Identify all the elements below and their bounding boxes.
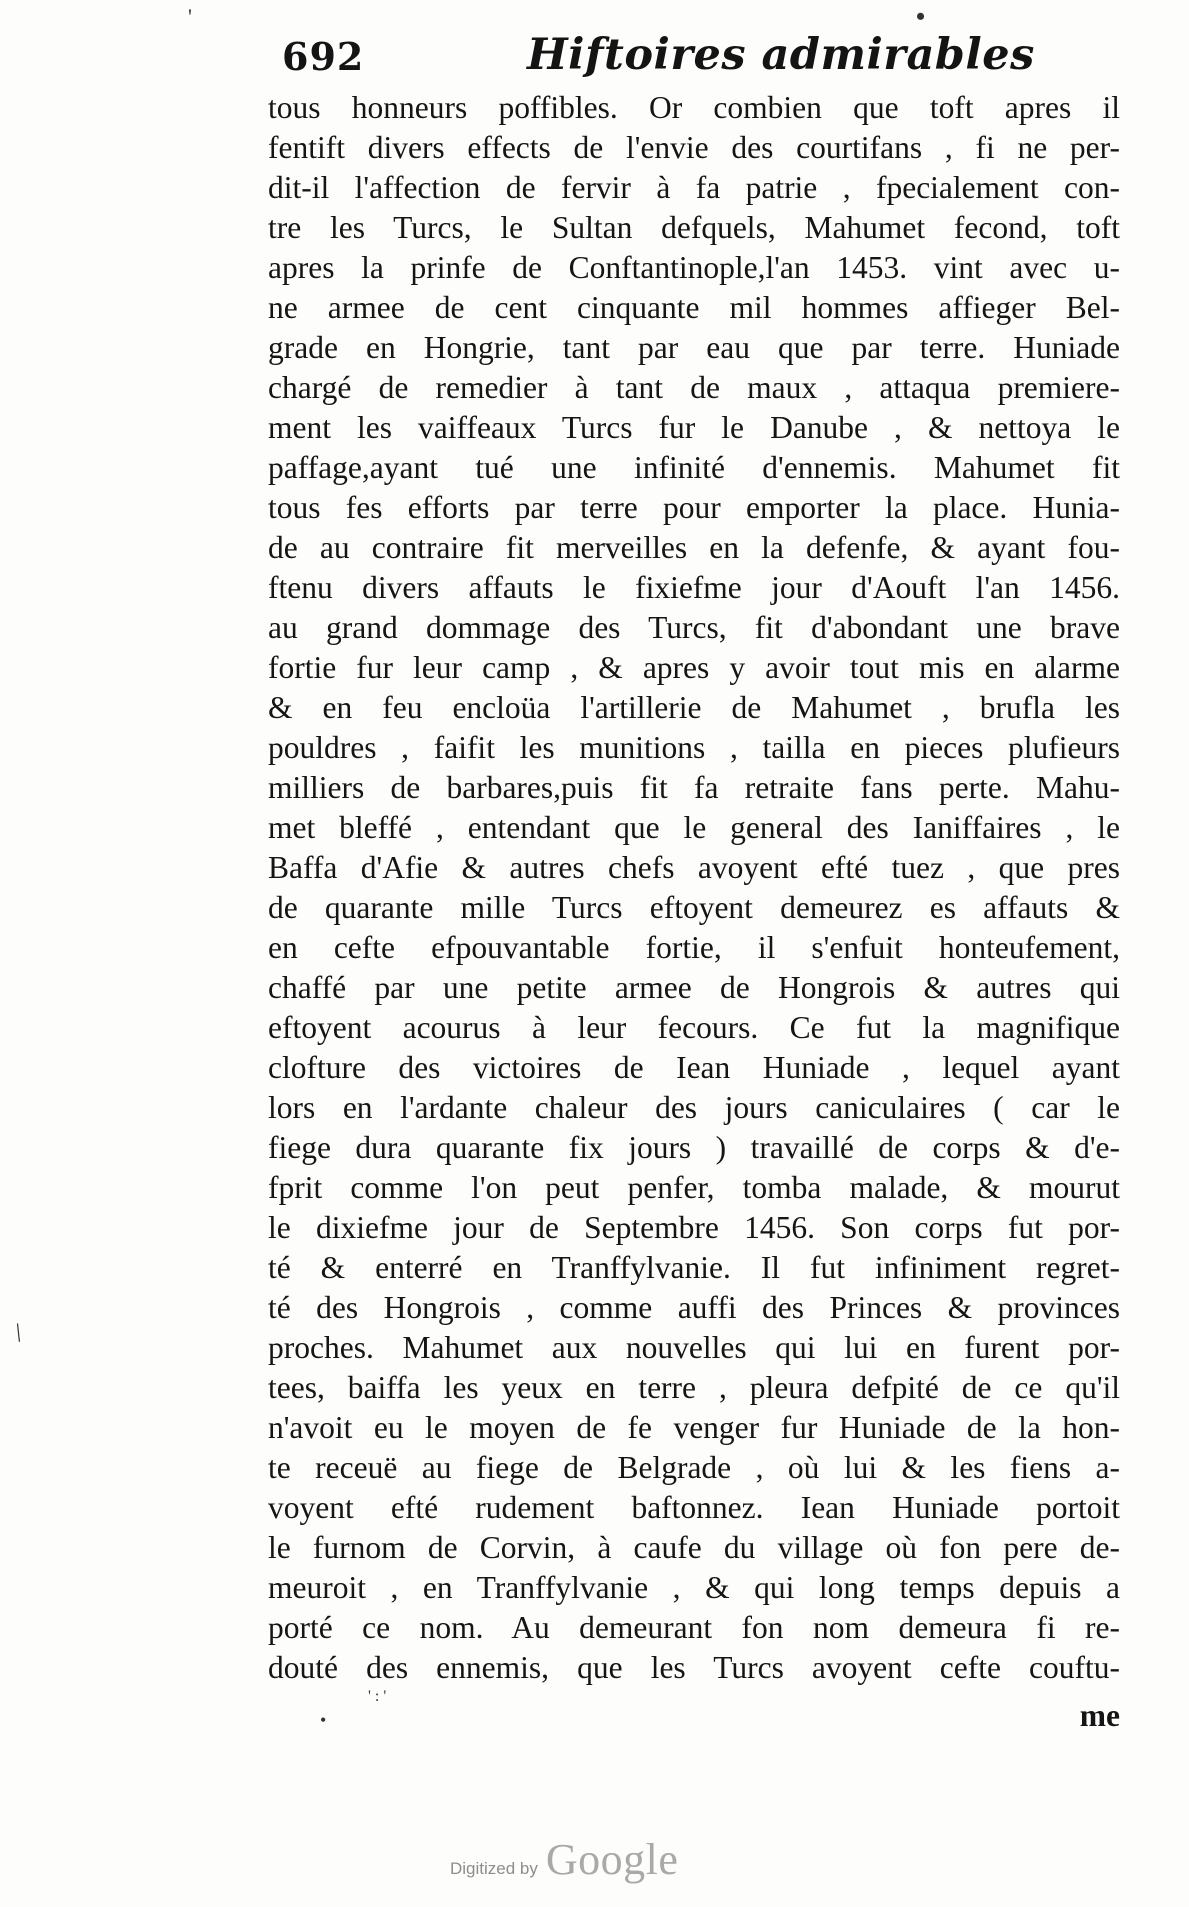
text-line: tous honneurs poffibles. Or combien que toft apres il bbox=[268, 90, 1120, 125]
text-line: de quarante mille Turcs eftoyent demeurez es affauts & bbox=[268, 890, 1120, 925]
catchword: me bbox=[1079, 1698, 1120, 1733]
stray-mark: • bbox=[320, 1710, 327, 1730]
text-line: fortie fur leur camp , & apres y avoir tout mis en alarme bbox=[268, 650, 1120, 685]
text-line: eftoyent acourus à leur fecours. Ce fut la magnifique bbox=[268, 1010, 1120, 1045]
stray-mark: ' bbox=[188, 4, 192, 29]
text-line: grade en Hongrie, tant par eau que par terre. Huniade bbox=[268, 330, 1120, 365]
running-title: Hiftoires admirables bbox=[527, 30, 1035, 80]
stray-mark: / bbox=[8, 1317, 28, 1348]
text-line: douté des ennemis, que les Turcs avoyent cefte couftu- bbox=[268, 1650, 1120, 1685]
text-line: met bleffé , entendant que le general des Ianiffaires , le bbox=[268, 810, 1120, 845]
text-line: au grand dommage des Turcs, fit d'abondant une brave bbox=[268, 610, 1120, 645]
text-line: té & enterré en Tranffylvanie. Il fut infiniment regret- bbox=[268, 1250, 1120, 1285]
stray-mark: ' : ' bbox=[368, 1688, 387, 1705]
text-line: ftenu divers affauts le fixiefme jour d'Aouft l'an 1456. bbox=[268, 570, 1120, 605]
running-head bbox=[282, 26, 1112, 88]
text-line: tees, baiffa les yeux en terre , pleura defpité de ce qu'il bbox=[268, 1370, 1120, 1405]
text-line: meuroit , en Tranffylvanie , & qui long temps depuis a bbox=[268, 1570, 1120, 1605]
body-text bbox=[268, 88, 1120, 1688]
text-line: ment les vaiffeaux Turcs fur le Danube , & nettoya le bbox=[268, 410, 1120, 445]
text-line: fprit comme l'on peut penfer, tomba malade, & mourut bbox=[268, 1170, 1120, 1205]
text-line: de au contraire fit merveilles en la defenfe, & ayant fou- bbox=[268, 530, 1120, 565]
text-line: voyent efté rudement baftonnez. Iean Huniade portoit bbox=[268, 1490, 1120, 1525]
watermark-prefix: Digitized by bbox=[450, 1859, 538, 1878]
text-line: en cefte efpouvantable fortie, il s'enfuit honteufement, bbox=[268, 930, 1120, 965]
text-line: chargé de remedier à tant de maux , attaqua premiere- bbox=[268, 370, 1120, 405]
text-line: le furnom de Corvin, à caufe du village où fon pere de- bbox=[268, 1530, 1120, 1565]
text-line: porté ce nom. Au demeurant fon nom demeura fi re- bbox=[268, 1610, 1120, 1645]
text-line: milliers de barbares,puis fit fa retraite fans perte. Mahu- bbox=[268, 770, 1120, 805]
text-line: paffage,ayant tué une infinité d'ennemis. Mahumet fit bbox=[268, 450, 1120, 485]
text-line: ne armee de cent cinquante mil hommes affieger Bel- bbox=[268, 290, 1120, 325]
digitized-by-google-watermark bbox=[450, 1834, 678, 1885]
text-line: clofture des victoires de Iean Huniade , lequel ayant bbox=[268, 1050, 1120, 1085]
ink-dot: • bbox=[916, 2, 926, 31]
page-number: 692 bbox=[282, 34, 365, 79]
text-line: pouldres , faifit les munitions , tailla en pieces plufieurs bbox=[268, 730, 1120, 765]
text-line: fiege dura quarante fix jours ) travaillé de corps & d'e- bbox=[268, 1130, 1120, 1165]
text-line: te receuë au fiege de Belgrade , où lui & les fiens a- bbox=[268, 1450, 1120, 1485]
text-line: tous fes efforts par terre pour emporter la place. Hunia- bbox=[268, 490, 1120, 525]
text-line: lors en l'ardante chaleur des jours caniculaires ( car le bbox=[268, 1090, 1120, 1125]
text-line: apres la prinfe de Conftantinople,l'an 1453. vint avec u- bbox=[268, 250, 1120, 285]
text-line: le dixiefme jour de Septembre 1456. Son corps fut por- bbox=[268, 1210, 1120, 1245]
text-line: tre les Turcs, le Sultan defquels, Mahumet fecond, toft bbox=[268, 210, 1120, 245]
text-line: n'avoit eu le moyen de fe venger fur Huniade de la hon- bbox=[268, 1410, 1120, 1445]
text-line: proches. Mahumet aux nouvelles qui lui en furent por- bbox=[268, 1330, 1120, 1365]
text-line: té des Hongrois , comme auffi des Princes & provinces bbox=[268, 1290, 1120, 1325]
text-line: Baffa d'Afie & autres chefs avoyent efté tuez , que pres bbox=[268, 850, 1120, 885]
text-line: & en feu encloüa l'artillerie de Mahumet , brufla les bbox=[268, 690, 1120, 725]
google-logo: Google bbox=[545, 1835, 679, 1884]
text-line: chaffé par une petite armee de Hongrois & autres qui bbox=[268, 970, 1120, 1005]
text-line: fentift divers effects de l'envie des courtifans , fi ne per- bbox=[268, 130, 1120, 165]
text-line: dit-il l'affection de fervir à fa patrie , fpecialement con- bbox=[268, 170, 1120, 205]
